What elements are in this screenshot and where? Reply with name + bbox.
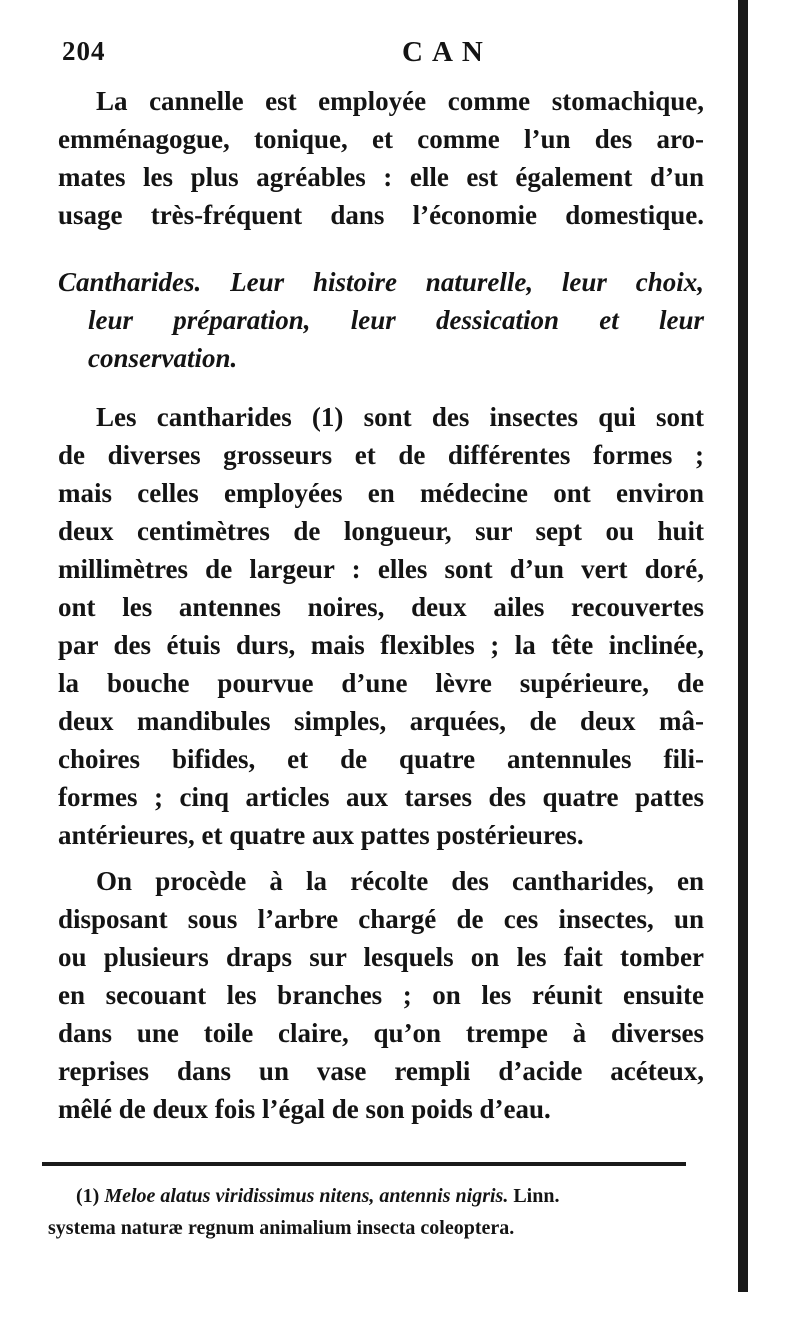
page-number: 204 — [62, 36, 106, 66]
text-line: ont les antennes noires, deux ailes recouvertes — [58, 592, 704, 622]
text-line: La cannelle est employée comme stomachique, — [96, 86, 704, 116]
text-line: On procède à la récolte des cantharides, en — [96, 866, 704, 896]
text-line: mais celles employées en médecine ont environ — [58, 478, 704, 508]
text-line: de diverses grosseurs et de différentes formes ; — [58, 440, 704, 470]
text-line: mates les plus agréables : elle est également d’un — [58, 162, 704, 192]
text-line: par des étuis durs, mais flexibles ; la tête inclinée, — [58, 630, 704, 660]
text-line: antérieures, et quatre aux pattes postérieures. — [58, 820, 584, 850]
footnote — [48, 1180, 688, 1244]
text-line: deux mandibules simples, arquées, de deux mâ- — [58, 706, 704, 736]
footnote-line: systema naturæ regnum animalium insecta coleoptera. — [48, 1217, 515, 1239]
section-heading-cantharides — [58, 263, 704, 377]
text-line: en secouant les branches ; on les réunit ensuite — [58, 980, 704, 1010]
paragraph-description — [58, 398, 704, 854]
heading-line: leur préparation, leur dessication et leur — [88, 305, 704, 335]
text-line: formes ; cinq articles aux tarses des quatre pattes — [58, 782, 704, 812]
heading-line: Cantharides. Leur histoire naturelle, leur choix, — [58, 267, 704, 297]
text-line: millimètres de largeur : elles sont d’un vert doré, — [58, 554, 704, 584]
text-line: reprises dans un vase rempli d’acide acéteux, — [58, 1056, 704, 1086]
running-head: CAN — [402, 36, 492, 68]
text-line: disposant sous l’arbre chargé de ces insectes, un — [58, 904, 704, 934]
text-line: la bouche pourvue d’une lèvre supérieure, de — [58, 668, 704, 698]
page-header — [62, 36, 702, 76]
footnote-separator-rule — [42, 1162, 686, 1166]
text-line: choires bifides, et de quatre antennules fili- — [58, 744, 704, 774]
paragraph-cannelle — [58, 82, 704, 234]
footnote-latin-name: Meloe alatus viridissimus nitens, antennis nigris. — [104, 1185, 509, 1207]
text-line: ou plusieurs draps sur lesquels on les fait tomber — [58, 942, 704, 972]
footnote-author: Linn. — [513, 1185, 560, 1207]
heading-line: conservation. — [88, 343, 238, 373]
text-line: Les cantharides (1) sont des insectes qui sont — [96, 402, 704, 432]
text-line: emménagogue, tonique, et comme l’un des aro- — [58, 124, 704, 154]
text-line: deux centimètres de longueur, sur sept ou huit — [58, 516, 704, 546]
page-binding-edge — [738, 0, 748, 1292]
paragraph-harvest — [58, 862, 704, 1128]
text-line: mêlé de deux fois l’égal de son poids d’eau. — [58, 1094, 551, 1124]
text-line: dans une toile claire, qu’on trempe à diverses — [58, 1018, 704, 1048]
text-line: usage très-fréquent dans l’économie domestique. — [58, 200, 704, 230]
footnote-line — [48, 1180, 688, 1212]
footnote-marker: (1) — [76, 1185, 100, 1207]
